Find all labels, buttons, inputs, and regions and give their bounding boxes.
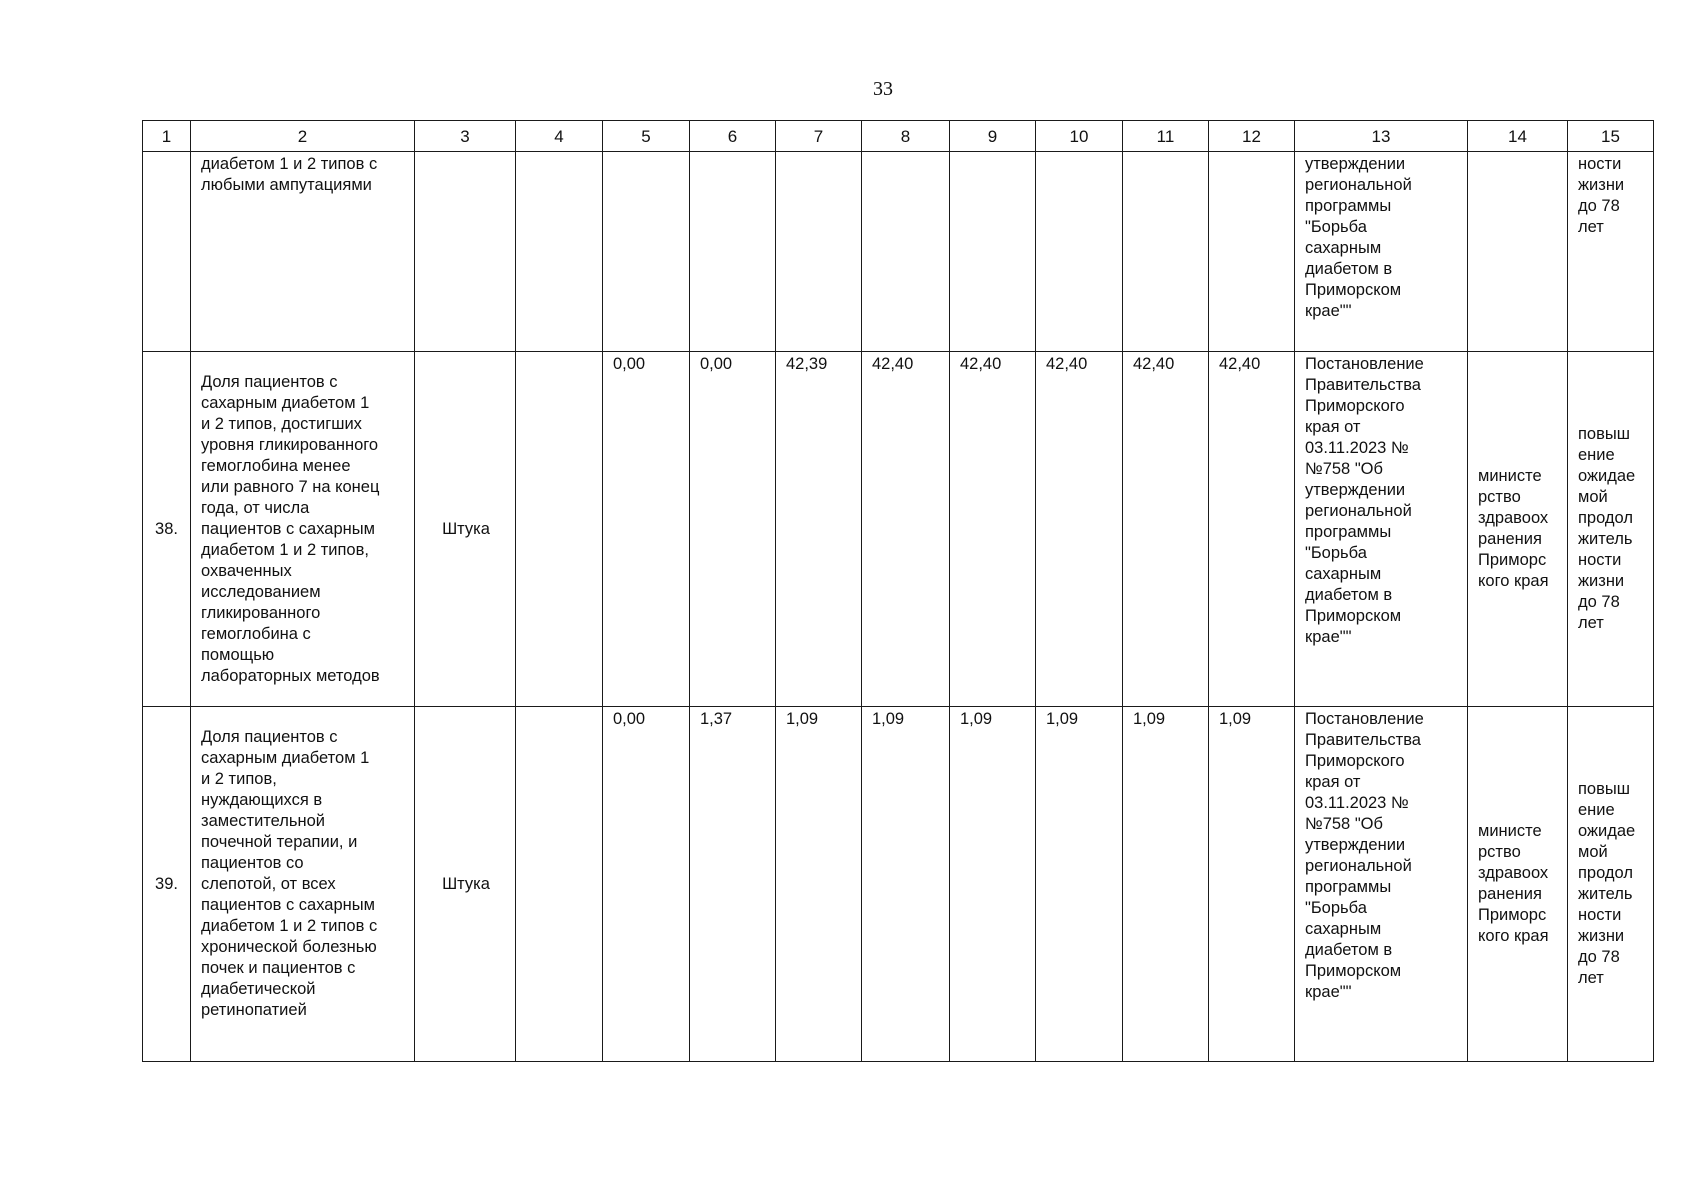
column-header: 4 [516,121,603,152]
unit-cell: Штука [415,352,516,707]
document-cell: утверждении региональной программы "Борьба сахарным диабетом в Приморском крае"" [1295,152,1468,352]
value-cell: 1,09 [776,707,862,1062]
unit-cell: Штука [415,707,516,1062]
value-cell: 1,09 [1123,707,1209,1062]
column-header: 6 [690,121,776,152]
row-number [143,152,191,352]
value-cell: 0,00 [690,352,776,707]
col4-cell [516,352,603,707]
value-cell [862,152,950,352]
col4-cell [516,707,603,1062]
indicator-name: Доля пациентов с сахарным диабетом 1 и 2 типов, нуждающихся в заместительной почечной терапии, и пациентов со слепотой, от всех пациентов с сахарным диабетом 1 и 2 типов с хронической болезнью почек и пациентов с диабетической ретинопатией [191,707,415,1062]
column-header: 13 [1295,121,1468,152]
header-row [143,121,1654,152]
value-cell [1036,152,1123,352]
goal-cell: повыш ение ожидае мой продол житель ности жизни до 78 лет [1568,352,1654,707]
value-cell: 0,00 [603,707,690,1062]
value-cell [776,152,862,352]
column-header: 11 [1123,121,1209,152]
value-cell [1123,152,1209,352]
responsible-cell: министе рство здравоох ранения Приморс кого края [1468,707,1568,1062]
value-cell: 42,39 [776,352,862,707]
goal-cell: повыш ение ожидае мой продол житель ности жизни до 78 лет [1568,707,1654,1062]
column-header: 8 [862,121,950,152]
responsible-cell: министе рство здравоох ранения Приморс кого края [1468,352,1568,707]
value-cell: 42,40 [1036,352,1123,707]
indicators-table [142,120,1654,1062]
column-header: 14 [1468,121,1568,152]
document-cell: Постановление Правительства Приморского края от 03.11.2023 № №758 "Об утверждении региональной программы "Борьба сахарным диабетом в Приморском крае"" [1295,707,1468,1062]
column-header: 7 [776,121,862,152]
col4-cell [516,152,603,352]
row-number: 39. [143,707,191,1062]
value-cell [950,152,1036,352]
column-header: 5 [603,121,690,152]
value-cell: 42,40 [862,352,950,707]
value-cell: 1,09 [862,707,950,1062]
table-row [143,152,1654,352]
goal-cell: ности жизни до 78 лет [1568,152,1654,352]
indicator-name: Доля пациентов с сахарным диабетом 1 и 2 типов, достигших уровня гликированного гемоглобина менее или равного 7 на конец года, от числа пациентов с сахарным диабетом 1 и 2 типов, охваченных исследованием гликированного гемоглобина с помощью лабораторных методов [191,352,415,707]
table-row [143,707,1654,1062]
column-header: 1 [143,121,191,152]
column-header: 15 [1568,121,1654,152]
value-cell [690,152,776,352]
page-number: 33 [873,78,893,100]
column-header: 2 [191,121,415,152]
unit-cell [415,152,516,352]
value-cell [603,152,690,352]
document-cell: Постановление Правительства Приморского края от 03.11.2023 № №758 "Об утверждении региональной программы "Борьба сахарным диабетом в Приморском крае"" [1295,352,1468,707]
value-cell: 1,09 [950,707,1036,1062]
column-header: 12 [1209,121,1295,152]
value-cell: 42,40 [1123,352,1209,707]
value-cell: 42,40 [950,352,1036,707]
responsible-cell [1468,152,1568,352]
value-cell: 1,09 [1209,707,1295,1062]
value-cell: 1,09 [1036,707,1123,1062]
indicator-name: диабетом 1 и 2 типов с любыми ампутациями [191,152,415,352]
value-cell: 1,37 [690,707,776,1062]
value-cell: 0,00 [603,352,690,707]
column-header: 9 [950,121,1036,152]
table-row [143,352,1654,707]
column-header: 10 [1036,121,1123,152]
column-header: 3 [415,121,516,152]
row-number: 38. [143,352,191,707]
value-cell [1209,152,1295,352]
value-cell: 42,40 [1209,352,1295,707]
